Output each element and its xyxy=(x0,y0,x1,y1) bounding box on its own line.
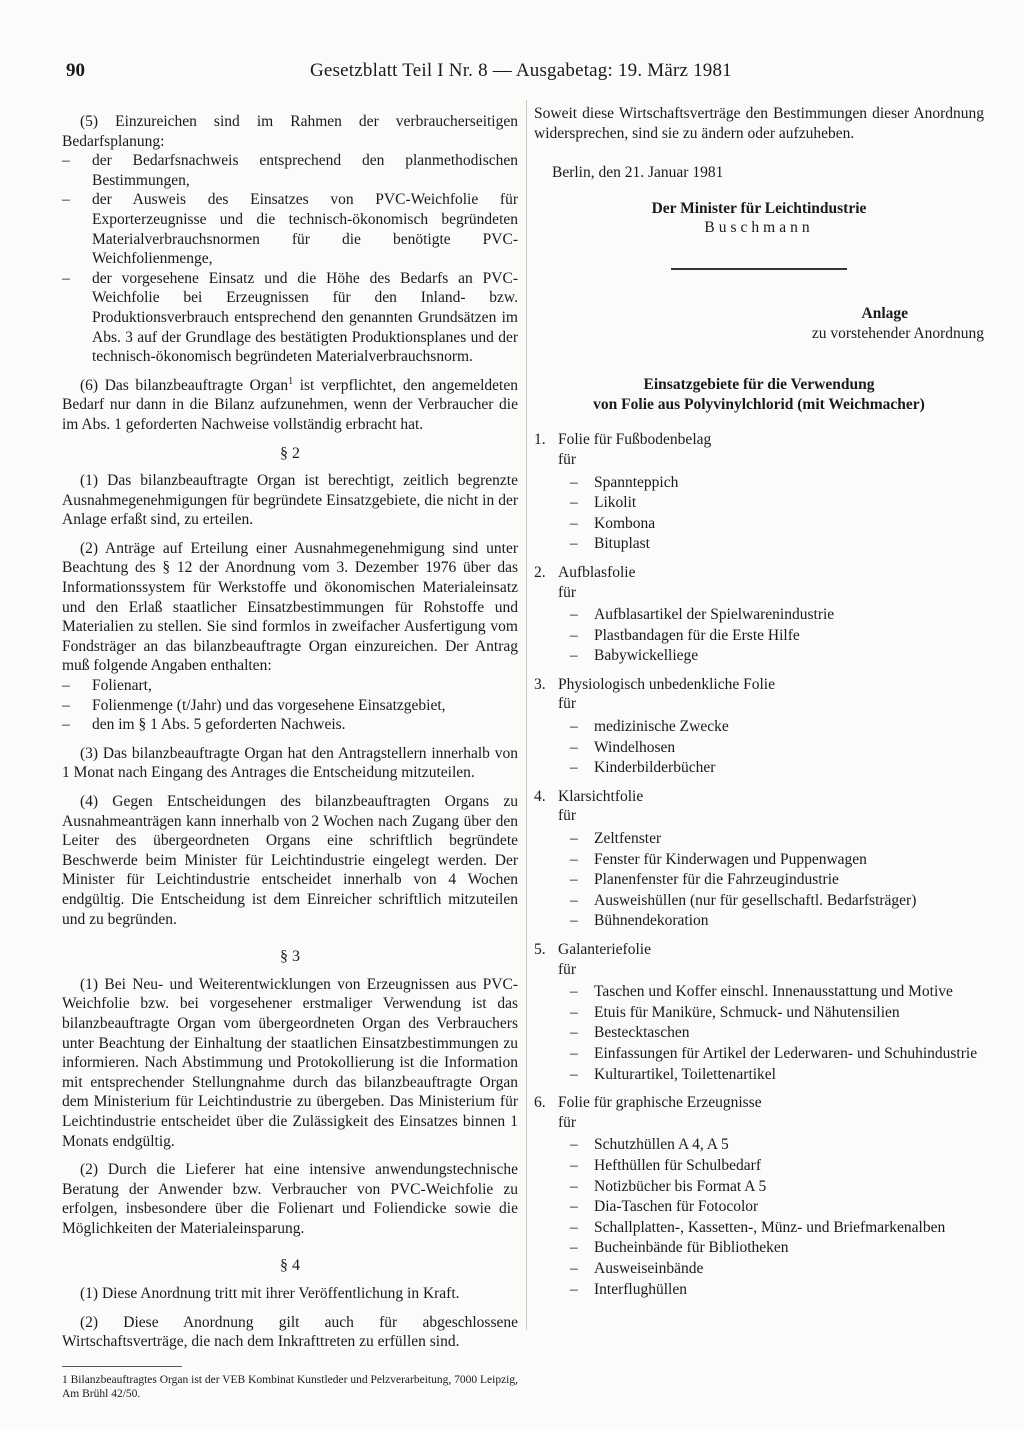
annex-category xyxy=(534,787,984,932)
list-item: – Bühnendekoration xyxy=(570,911,984,932)
list-item: – Kombona xyxy=(570,514,984,535)
list-item: – Einfassungen für Artikel der Lederwaren- und Schuhindustrie xyxy=(570,1044,984,1065)
category-number: 4. xyxy=(534,787,546,805)
category-title: Klarsichtfolie xyxy=(558,787,644,805)
annex-heading-line-1: Einsatzgebiete für die Verwendung xyxy=(643,376,875,394)
section-4-paragraph-2: (2) Diese Anordnung gilt auch für abgeschlossene Wirtschaftsverträge, die nach dem Inkrafttreten zu erfüllen sind. xyxy=(62,1313,518,1351)
section-4-paragraph-1: (1) Diese Anordnung tritt mit ihrer Veröffentlichung in Kraft. xyxy=(80,1285,460,1303)
category-fuer-label: für xyxy=(558,695,577,713)
signature-rule xyxy=(671,268,847,270)
column-divider xyxy=(526,100,527,1330)
category-heading xyxy=(534,940,984,960)
section-2-list xyxy=(62,676,518,735)
paragraph-5-intro: (5) Einzureichen sind im Rahmen der verbraucherseitigen Bedarfsplanung: xyxy=(62,113,518,150)
category-fuer-label: für xyxy=(558,583,577,601)
list-item: – Folienart, xyxy=(62,676,518,696)
category-number: 5. xyxy=(534,941,546,958)
annex-category xyxy=(534,430,984,555)
list-item: – Kinderbilderbücher xyxy=(570,758,984,779)
category-fuer-label: für xyxy=(558,450,577,468)
category-title: Folie für Fußbodenbelag xyxy=(558,431,712,449)
section-2-paragraph-4: (4) Gegen Entscheidungen des bilanzbeauftragten Organs zu Ausnahmeanträgen kann innerhalb von 2 Wochen nach Zugang über den Leiter des übergeordneten Organs eine schriftlich begründete Beschwerde beim Minister für Leichtindustrie eingelegt werden. Der Minister für Leichtindustrie entscheidet innerhalb von 4 Wochen endgültig. Die Entscheidung ist dem Einreicher schriftlich mitzuteilen und zu begründen. xyxy=(62,793,518,928)
category-heading xyxy=(534,675,984,695)
list-item: – der vorgesehene Einsatz und die Höhe des Bedarfs an PVC-Weichfolie bei Erzeugnissen für den Inland- bzw. Produktionsverbrauch entsprechend den genannten Grundsätzen im Abs. 3 auf der Grundlage des bestätigten Produktionsplanes und der technisch-ökonomisch begründeten Materialverbrauchsnorm. xyxy=(62,269,518,367)
category-fuer-label: für xyxy=(558,807,577,825)
closing-paragraph: Soweit diese Wirtschaftsverträge den Bestimmungen dieser Anordnung widersprechen, sind sie zu ändern oder aufzuheben. xyxy=(534,105,984,142)
list-item: – Folienmenge (t/Jahr) und das vorgesehene Einsatzgebiet, xyxy=(62,696,518,716)
list-item: – der Bedarfsnachweis entsprechend den planmethodischen Bestimmungen, xyxy=(62,151,518,190)
list-item: – der Ausweis des Einsatzes von PVC-Weichfolie für Exporterzeugnisse und die technisch-ökonomisch begründeten Materialverbrauchsnormen für die benötigte PVC-Weichfolienmenge, xyxy=(62,190,518,268)
annex-category xyxy=(534,675,984,779)
category-title: Physiologisch unbedenkliche Folie xyxy=(558,675,775,693)
category-title: Galanteriefolie xyxy=(558,941,651,958)
annex-category xyxy=(534,940,984,1085)
date-line: Berlin, den 21. Januar 1981 xyxy=(552,164,724,182)
list-item: – Schallplatten-, Kassetten-, Münz- und Briefmarkenalben xyxy=(570,1218,984,1239)
list-item: – Ausweiseinbände xyxy=(570,1259,984,1280)
section-3-paragraph-2: (2) Durch die Lieferer hat eine intensive anwendungstechnische Beratung der Anwender bzw. Verbraucher von PVC-Weichfolie zu erfolgen, insbesondere über die Folienart und Foliendicke sowie die Möglichkeiten der Materialeinsparung. xyxy=(62,1161,518,1237)
category-heading xyxy=(534,787,984,807)
list-item: – Kulturartikel, Toilettenartikel xyxy=(570,1065,984,1086)
list-item: – Babywickelliege xyxy=(570,646,984,667)
signer-title: Der Minister für Leichtindustrie xyxy=(651,199,867,217)
paragraph-6 xyxy=(62,376,518,435)
annex-title: Anlage xyxy=(861,304,908,322)
list-item: – Hefthüllen für Schulbedarf xyxy=(570,1156,984,1177)
category-fuer-label: für xyxy=(558,1113,577,1131)
list-item: – Aufblasartikel der Spielwarenindustrie xyxy=(570,605,984,626)
footnote: 1 Bilanzbeauftragtes Organ ist der VEB Kombinat Kunstleder und Pelzverarbeitung, 7000 Leipzig, Am Brühl 42/50. xyxy=(62,1373,518,1400)
list-item: – Ausweishüllen (nur für gesellschaftl. Bedarfsträger) xyxy=(570,891,984,912)
right-column xyxy=(534,104,984,1308)
section-2-heading: § 2 xyxy=(280,444,300,462)
category-items xyxy=(534,473,984,555)
section-2-paragraph-1: (1) Das bilanzbeauftragte Organ ist berechtigt, zeitlich begrenzte Ausnahmegenehmigungen für begründete Einsatzgebiete, die nicht in der Anlage erfaßt sind, zu erteilen. xyxy=(62,472,518,529)
category-items xyxy=(534,1135,984,1300)
list-item: – Planenfenster für die Fahrzeugindustrie xyxy=(570,870,984,891)
category-number: 6. xyxy=(534,1094,546,1112)
header-title: Gesetzblatt Teil I Nr. 8 — Ausgabetag: 19. März 1981 xyxy=(310,60,732,81)
annex-category-list xyxy=(534,430,984,1300)
list-item: – Plastbandagen für die Erste Hilfe xyxy=(570,626,984,647)
list-item: – Interflughüllen xyxy=(570,1280,984,1301)
list-item: – Bucheinbände für Bibliotheken xyxy=(570,1238,984,1259)
list-item: – medizinische Zwecke xyxy=(570,717,984,738)
category-items xyxy=(534,982,984,1085)
list-item: – Zeltfenster xyxy=(570,829,984,850)
category-items xyxy=(534,829,984,932)
section-2-paragraph-3: (3) Das bilanzbeauftragte Organ hat den Antragstellern innerhalb von 1 Monat nach Eingang des Antrages die Entscheidung mitzuteilen. xyxy=(62,744,518,782)
category-number: 2. xyxy=(534,563,546,581)
signer-name: Buschmann xyxy=(704,219,814,237)
category-heading xyxy=(534,563,984,583)
list-item: – Notizbücher bis Format A 5 xyxy=(570,1177,984,1198)
annex-category xyxy=(534,1093,984,1300)
category-heading xyxy=(534,1093,984,1113)
list-item: – Bituplast xyxy=(570,534,984,555)
annex-heading-line-2: von Folie aus Polyvinylchlorid (mit Weichmacher) xyxy=(593,395,925,413)
paragraph-5-list xyxy=(62,151,518,367)
category-items xyxy=(534,605,984,667)
footnote-rule xyxy=(62,1366,182,1367)
list-item: – Schutzhüllen A 4, A 5 xyxy=(570,1135,984,1156)
list-item: – Etuis für Maniküre, Schmuck- und Nähutensilien xyxy=(570,1003,984,1024)
category-title: Aufblasfolie xyxy=(558,563,636,581)
list-item: – den im § 1 Abs. 5 geforderten Nachweis. xyxy=(62,715,518,735)
list-item: – Bestecktaschen xyxy=(570,1023,984,1044)
category-number: 3. xyxy=(534,675,546,693)
list-item: – Dia-Taschen für Fotocolor xyxy=(570,1197,984,1218)
category-number: 1. xyxy=(534,431,546,449)
annex-category xyxy=(534,563,984,667)
category-fuer-label: für xyxy=(558,960,577,978)
list-item: – Fenster für Kinderwagen und Puppenwagen xyxy=(570,850,984,871)
list-item: – Likolit xyxy=(570,493,984,514)
annex-subtitle: zu vorstehender Anordnung xyxy=(811,324,984,342)
footnote-marker: 1 xyxy=(288,375,294,387)
page-number: 90 xyxy=(66,60,85,81)
paragraph-6-text-rest: ist verpflichtet, den angemeldeten Bedarf nur dann in die Bilanz aufzunehmen, wenn der Verbraucher die im Abs. 1 geforderten Nachweise vollständig erbracht hat. xyxy=(62,376,518,433)
list-item: – Spannteppich xyxy=(570,473,984,494)
left-column xyxy=(62,112,518,1401)
page-header xyxy=(66,60,966,88)
section-4-heading: § 4 xyxy=(280,1257,300,1275)
annex-heading xyxy=(534,375,984,414)
category-heading xyxy=(534,430,984,450)
section-2-paragraph-2: (2) Anträge auf Erteilung einer Ausnahmegenehmigung sind unter Beachtung des § 12 der Anordnung vom 3. Dezember 1976 über das Informationssystem für Werkstoffe und ökonomischen Materialeinsatz und den Erlaß staatlicher Einsatzbestimmungen für Rohstoffe und Materialien zu stellen. Sie sind formlos in zweifacher Ausfertigung vom Fondsträger an das bilanzbeauftragte Organ einzureichen. Der Antrag muß folgende Angaben enthalten: xyxy=(62,539,518,675)
category-title: Folie für graphische Erzeugnisse xyxy=(558,1094,762,1112)
section-3-heading: § 3 xyxy=(280,948,300,966)
section-3-paragraph-1: (1) Bei Neu- und Weiterentwicklungen von Erzeugnissen aus PVC-Weichfolie bzw. bei vorgesehener erstmaliger Verwendung ist das bilanzbeauftragte Organ vom übergeordneten Organ des Verbrauchers unter Beachtung der Einhaltung der staatlichen Einsatzbestimmungen zu informieren. Nach Abstimmung und Protokollierung ist die Information mit entsprechender Stellungnahme durch das bilanzbeauftragte Organ dem Ministerium für Leichtindustrie zu übergeben. Das Ministerium für Leichtindustrie entscheidet über die Zulässigkeit des Einsatzes binnen 1 Monats endgültig. xyxy=(62,975,518,1150)
list-item: – Taschen und Koffer einschl. Innenausstattung und Motive xyxy=(570,982,984,1003)
paragraph-6-text: (6) Das bilanzbeauftragte Organ xyxy=(80,376,289,394)
list-item: – Windelhosen xyxy=(570,738,984,759)
category-items xyxy=(534,717,984,779)
